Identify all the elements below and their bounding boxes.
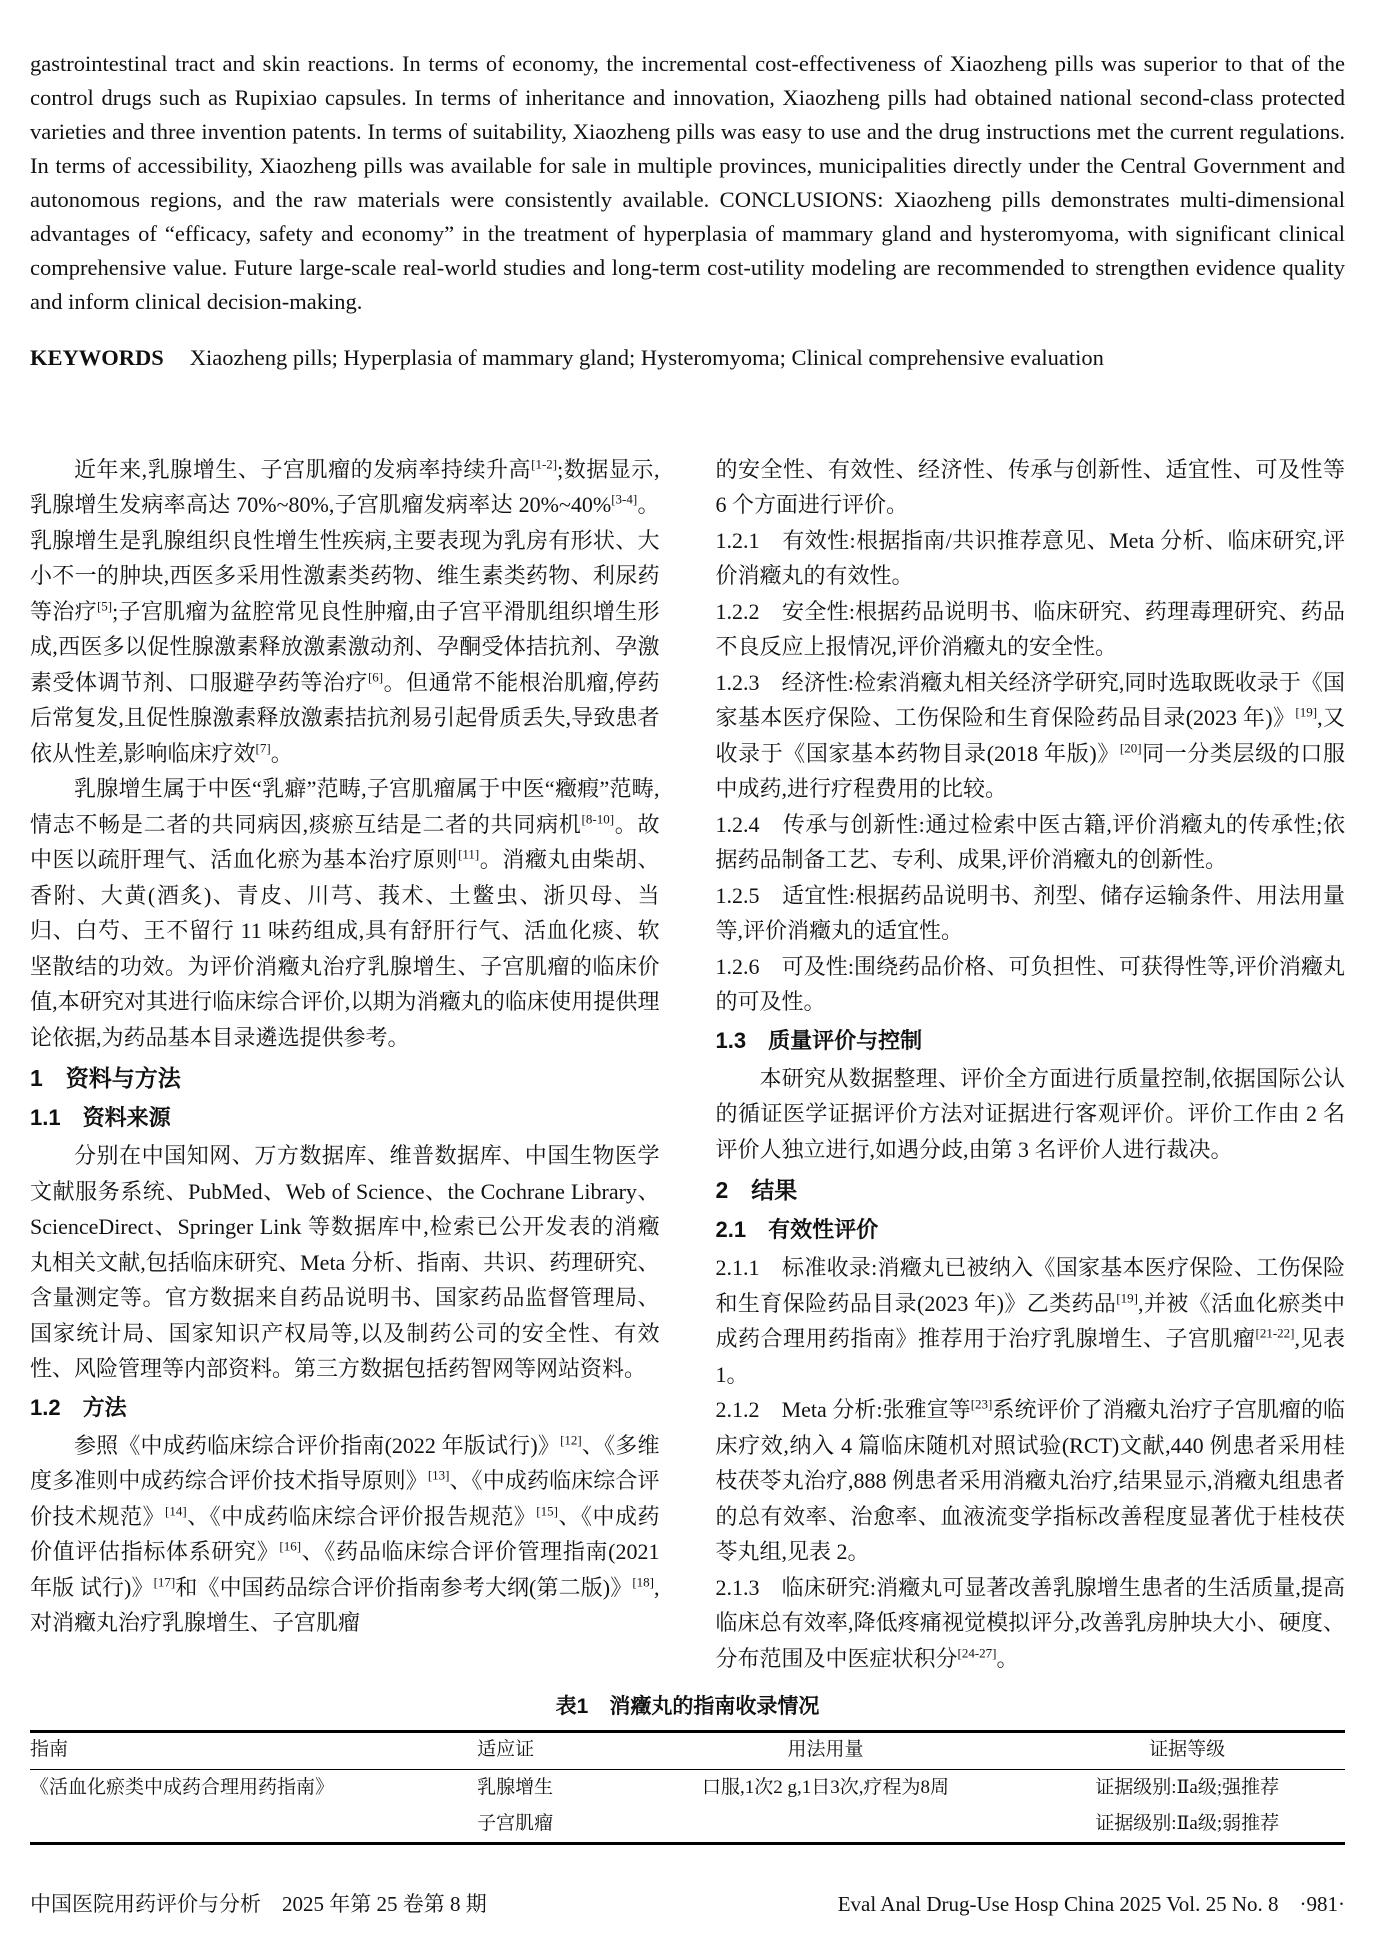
citation-ref: [11]: [458, 846, 480, 862]
body-paragraph: 2.1.1 标准收录:消癥丸已被纳入《国家基本医疗保险、工伤保险和生育保险药品目录(2023 年)》乙类药品[19],并被《活血化瘀类中成药合理用药指南》推荐用于治疗乳腺增生、子宫肌瘤[21-22],见表 1。: [715, 1255, 1345, 1387]
guideline-table-head: [30, 1732, 1345, 1770]
body-paragraph: 1.2.5 适宜性:根据药品说明书、剂型、储存运输条件、用法用量等,评价消癥丸的适宜性。: [715, 882, 1345, 943]
abstract-paragraph: gastrointestinal tract and skin reactions. In terms of economy, the incremental cost-effectiveness of Xiaozheng pills was superior to that of the control drugs such as Rupixiao capsules. In terms of inheritance and innovation, Xiaozheng pills had obtained national second-class protected varieties and three invention patents. In terms of suitability, Xiaozheng pills was easy to use and the drug instructions met the current regulations. In terms of accessibility, Xiaozheng pills was available for sale in multiple provinces, municipalities directly under the Central Government and autonomous regions, and the raw materials were consistently available. CONCLUSIONS: Xiaozheng pills demonstrates multi-dimensional advantages of “efficacy, safety and economy” in the treatment of hyperplasia of mammary gland and hysteromyoma, with significant clinical comprehensive value. Future large-scale real-world studies and long-term cost-utility modeling are recommended to strengthen evidence quality and inform clinical decision-making.: [30, 50, 1345, 314]
table-header-cell: 指南: [30, 1732, 477, 1770]
citation-ref: [17]: [153, 1574, 176, 1590]
citation-ref: [13]: [427, 1467, 450, 1483]
subsection-heading: 2.1 有效性评价: [715, 1217, 879, 1242]
citation-ref: [1-2]: [531, 456, 558, 472]
table-header-cell: 证据等级: [1029, 1732, 1345, 1770]
footer-journal-cn: 中国医院用药评价与分析 2025 年第 25 卷第 8 期: [30, 1892, 487, 1916]
body-paragraph: 2.1.3 临床研究:消癥丸可显著改善乳腺增生患者的生活质量,提高临床总有效率,降低疼痛视觉模拟评分,改善乳房肿块大小、硬度、分布范围及中医症状积分[24-27]。: [715, 1574, 1345, 1671]
body-paragraph: 1.2.2 安全性:根据药品说明书、临床研究、药理毒理研究、药品不良反应上报情况,评价消癥丸的安全性。: [715, 598, 1345, 659]
body-paragraph: 1.2.3 经济性:检索消癥丸相关经济学研究,同时选取既收录于《国家基本医疗保险、工伤保险和生育保险药品目录(2023 年)》[19],又收录于《国家基本药物目录(2018 年版)》[20]同一分类层级的口服中成药,进行疗程费用的比较。: [715, 669, 1345, 801]
table-row: [30, 1770, 1345, 1807]
body-paragraph: 近年来,乳腺增生、子宫肌瘤的发病率持续升高[1-2];数据显示,乳腺增生发病率高达 70%~80%,子宫肌瘤发病率达 20%~40%[3-4]。乳腺增生是乳腺组织良性增生性疾病,主要表现为乳房有形状、大小不一的肿块,西医多采用性激素类药物、维生素类药物、利尿药等治疗[5];子宫肌瘤为盆腔常见良性肿瘤,由子宫平滑肌组织增生形成,西医多以促性腺激素释放激素激动剂、孕酮受体拮抗剂、孕激素受体调节剂、口服避孕药等治疗[6]。但通常不能根治肌瘤,停药后常复发,且促性腺激素释放激素拮抗剂易引起骨质丢失,导致患者依从性差,影响临床疗效[7]。: [30, 456, 660, 766]
body-columns: [30, 452, 1345, 1677]
table-cell: 口服,1次2 g,1日3次,疗程为8周: [702, 1777, 950, 1798]
body-paragraph: 1.2.6 可及性:围绕药品价格、可负担性、可获得性等,评价消癥丸的可及性。: [715, 953, 1345, 1014]
citation-ref: [7]: [255, 740, 271, 756]
citation-ref: [20]: [1119, 740, 1142, 756]
body-paragraph: 的安全性、有效性、经济性、传承与创新性、适宜性、可及性等 6 个方面进行评价。: [715, 456, 1345, 517]
citation-ref: [12]: [560, 1432, 582, 1448]
table-cell: [622, 1806, 1030, 1844]
citation-ref: [19]: [1295, 704, 1318, 720]
citation-ref: [5]: [96, 598, 113, 614]
body-paragraph: 参照《中成药临床综合评价指南(2022 年版试行)》[12]、《多维度多准则中成药综合评价技术指导原则》[13]、《中成药临床综合评价技术规范》[14]、《中成药临床综合评价报告规范》[15]、《中成药价值评估指标体系研究》[16]、《药品临床综合评价管理指南(2021 年版 试行)》[17]和《中国药品综合评价指南参考大纲(第二版)》[18],对消癥丸治疗乳腺增生、子宫肌瘤: [30, 1432, 660, 1635]
subsection-heading: 1.2 方法: [30, 1394, 127, 1420]
keywords-line: [30, 341, 1345, 375]
body-paragraph: 1.2.4 传承与创新性:通过检索中医古籍,评价消癥丸的传承性;依据药品制备工艺、专利、成果,评价消癥丸的创新性。: [715, 811, 1345, 872]
table-row: [30, 1806, 1345, 1844]
citation-ref: [21-22]: [1255, 1325, 1295, 1341]
footer-journal-en: Eval Anal Drug-Use Hosp China 2025 Vol. 25 No. 8 ·981·: [837, 1892, 1345, 1916]
citation-ref: [8-10]: [581, 811, 615, 827]
body-paragraph: 2.1.2 Meta 分析:张雅宣等[23]系统评价了消癥丸治疗子宫肌瘤的临床疗效,纳入 4 篇临床随机对照试验(RCT)文献,440 例患者采用桂枝茯苓丸治疗,888 例患者采用消癥丸治疗,结果显示,消癥丸组患者的总有效率、治愈率、血液流变学指标改善程度显著优于桂枝茯苓丸组,见表 2。: [715, 1396, 1345, 1564]
right-column: [716, 452, 1346, 1677]
citation-ref: [6]: [367, 669, 384, 685]
table-cell: 子宫肌瘤: [477, 1813, 554, 1834]
table-cell: [30, 1806, 477, 1844]
citation-ref: [18]: [632, 1574, 655, 1590]
table-header-cell: 适应证: [477, 1732, 622, 1770]
section-heading: 2 结果: [715, 1177, 798, 1203]
keywords-text: Xiaozheng pills; Hyperplasia of mammary gland; Hysteromyoma; Clinical comprehensive evaluation: [189, 345, 1104, 370]
page-footer: [30, 1890, 1345, 1918]
table-header-cell: 用法用量: [622, 1732, 1030, 1770]
table1-section: [30, 1690, 1345, 1845]
citation-ref: [16]: [279, 1538, 302, 1554]
table1-title: 表1 消癥丸的指南收录情况: [555, 1695, 820, 1718]
table-header-row: [30, 1732, 1345, 1770]
section-heading: 1 资料与方法: [30, 1065, 181, 1091]
citation-ref: [14]: [165, 1503, 187, 1519]
body-paragraph: 乳腺增生属于中医“乳癖”范畴,子宫肌瘤属于中医“癥瘕”范畴,情志不畅是二者的共同病因,痰瘀互结是二者的共同病机[8-10]。故中医以疏肝理气、活血化瘀为基本治疗原则[11]。消癥丸由柴胡、香附、大黄(酒炙)、青皮、川芎、莪术、土鳖虫、浙贝母、当归、白芍、王不留行 11 味药组成,具有舒肝行气、活血化痰、软坚散结的功效。为评价消癥丸治疗乳腺增生、子宫肌瘤的临床价值,本研究对其进行临床综合评价,以期为消癥丸的临床使用提供理论依据,为药品基本目录遴选提供参考。: [30, 776, 660, 1050]
body-paragraph: 分别在中国知网、万方数据库、维普数据库、中国生物医学文献服务系统、PubMed、Web of Science、the Cochrane Library、ScienceDirect、Springer Link 等数据库中,检索已公开发表的消癥丸相关文献,包括临床研究、Meta 分析、指南、共识、药理研究、含量测定等。官方数据来自药品说明书、国家药品监督管理局、国家统计局、国家知识产权局等,以及制药公司的安全性、有效性、风险管理等内部资料。第三方数据包括药智网等网站资料。: [30, 1143, 660, 1381]
table-cell: 证据级别:Ⅱa级;强推荐: [1095, 1777, 1280, 1798]
table-cell: 证据级别:Ⅱa级;弱推荐: [1095, 1813, 1280, 1834]
body-paragraph: 1.2.1 有效性:根据指南/共识推荐意见、Meta 分析、临床研究,评价消癥丸的有效性。: [715, 527, 1345, 588]
citation-ref: [23]: [970, 1396, 993, 1412]
subsection-heading: 1.1 资料来源: [30, 1105, 171, 1130]
citation-ref: [15]: [536, 1503, 558, 1519]
citation-ref: [19]: [1116, 1290, 1138, 1306]
guideline-table-body: [30, 1770, 1345, 1844]
table-cell: 乳腺增生: [477, 1777, 554, 1798]
guideline-table: [30, 1730, 1345, 1845]
body-paragraph: 本研究从数据整理、评价全方面进行质量控制,依据国际公认的循证医学证据评价方法对证据进行客观评价。评价工作由 2 名评价人独立进行,如遇分歧,由第 3 名评价人进行裁决。: [715, 1065, 1345, 1162]
left-column: [30, 452, 660, 1677]
keywords-label: KEYWORDS: [30, 345, 164, 370]
citation-ref: [3-4]: [611, 491, 638, 507]
table-cell: 《活血化瘀类中成药合理用药指南》: [30, 1777, 335, 1798]
citation-ref: [24-27]: [957, 1645, 997, 1661]
subsection-heading: 1.3 质量评价与控制: [715, 1027, 923, 1053]
